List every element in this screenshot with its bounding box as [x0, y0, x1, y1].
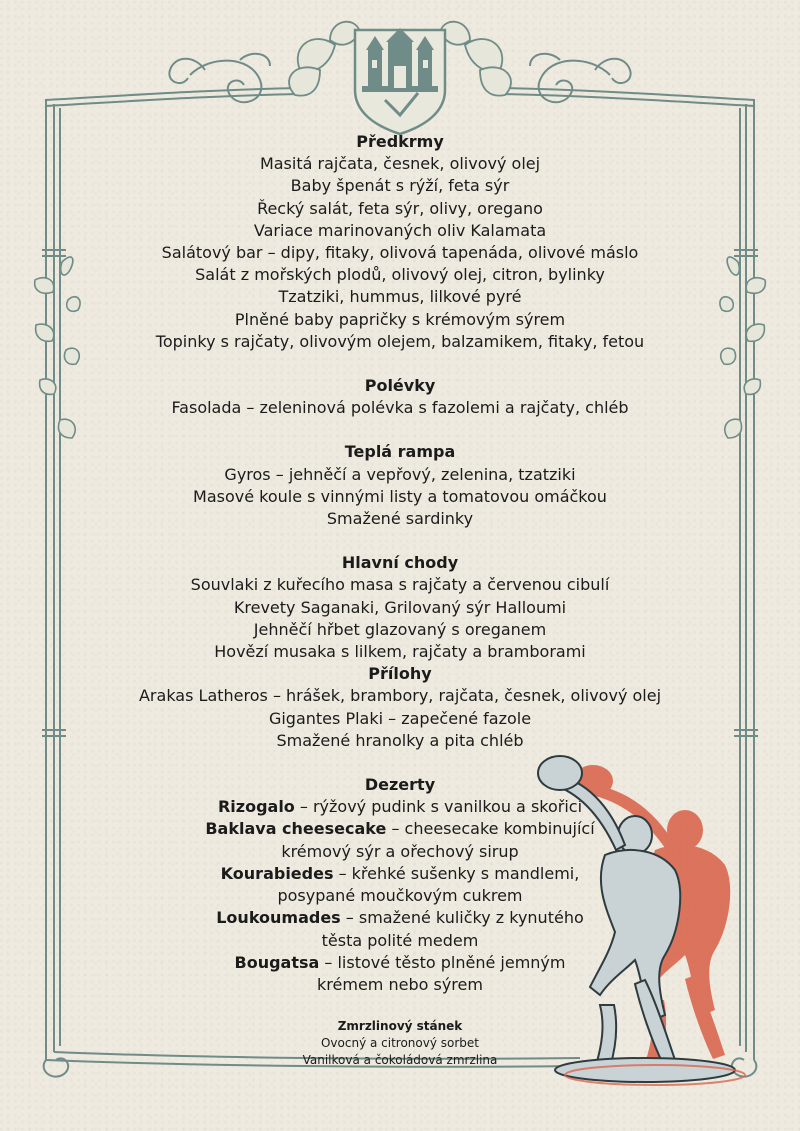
dessert-description: – listové těsto plněné jemným: [319, 952, 566, 972]
menu-item: Gyros – jehněčí a vepřový, zelenina, tzatziki: [224, 464, 576, 484]
dessert-description: – cheesecake kombinující: [386, 819, 595, 839]
section-title: Polévky: [364, 376, 436, 396]
menu-item: Salátový bar – dipy, fitaky, olivová tapenáda, olivové máslo: [161, 243, 639, 263]
section-hlavni-chody: [100, 552, 700, 663]
section-title: Předkrmy: [356, 132, 444, 151]
menu-item: Salát z mořských plodů, olivový olej, citron, bylinky: [195, 265, 605, 285]
discobolus-statue-icon: [535, 745, 765, 1090]
section-title: Dezerty: [364, 775, 436, 795]
menu-item: Masové koule s vinnými listy a tomatovou omáčkou: [193, 486, 607, 506]
castle-crest-icon: [355, 28, 445, 134]
menu-item: Tzatziki, hummus, lilkové pyré: [278, 287, 522, 307]
menu-item: Souvlaki z kuřecího masa s rajčaty a červenou cibulí: [190, 575, 610, 595]
menu-item: Řecký salát, feta sýr, olivy, oregano: [257, 198, 543, 218]
dessert-description: těsta polité medem: [321, 930, 479, 950]
dessert-description: posypané moučkovým cukrem: [277, 886, 523, 906]
menu-item: Gigantes Plaki – zapečené fazole: [268, 708, 532, 728]
section-tepla-rampa: [100, 441, 700, 530]
menu-item: Ovocný a citronový sorbet: [320, 1036, 480, 1051]
dessert-name: Loukoumades: [216, 908, 341, 928]
section-prilohy: [100, 663, 700, 752]
menu-item: Vanilková a čokoládová zmrzlina: [302, 1053, 498, 1068]
menu-item: Baby špenát s rýží, feta sýr: [290, 176, 510, 196]
section-title: Zmrzlinový stánek: [337, 1019, 463, 1034]
menu-item: Topinky s rajčaty, olivovým olejem, balzamikem, fitaky, fetou: [155, 331, 645, 351]
menu-item: Plněné baby papričky s krémovým sýrem: [234, 309, 566, 329]
dessert-description: – smažené kuličky z kynutého: [340, 908, 584, 928]
menu-item: Krevety Saganaki, Grilovaný sýr Halloumi: [233, 597, 567, 617]
menu-item: Smažené sardinky: [326, 509, 474, 529]
menu-item: Arakas Latheros – hrášek, brambory, rajčata, česnek, olivový olej: [138, 686, 662, 706]
dessert-description: krémem nebo sýrem: [317, 974, 483, 994]
menu-item: Hovězí musaka s lilkem, rajčaty a bramborami: [214, 642, 586, 662]
dessert-name: Baklava cheesecake: [205, 819, 387, 839]
menu-item: Fasolada – zeleninová polévka s fazolemi a rajčaty, chléb: [171, 398, 629, 418]
section-title: Teplá rampa: [344, 442, 456, 462]
dessert-name: Bougatsa: [234, 952, 320, 972]
section-title: Hlavní chody: [341, 553, 459, 573]
menu-item: Masitá rajčata, česnek, olivový olej: [259, 154, 541, 174]
dessert-name: Kourabiedes: [220, 863, 334, 883]
dessert-description: – křehké sušenky s mandlemi,: [333, 863, 580, 883]
menu-item: Jehněčí hřbet glazovaný s oreganem: [253, 619, 547, 639]
menu-item: Smažené hranolky a pita chléb: [276, 730, 524, 750]
section-polevky: [100, 375, 700, 419]
menu-item: Variace marinovaných oliv Kalamata: [253, 220, 547, 240]
section-title: Přílohy: [368, 664, 432, 684]
dessert-name: Rizogalo: [217, 797, 295, 817]
section-predkrmy: [100, 131, 700, 353]
dessert-description: – rýžový pudink s vanilkou a skořicí: [294, 797, 583, 817]
dessert-description: krémový sýr a ořechový sirup: [281, 841, 519, 861]
